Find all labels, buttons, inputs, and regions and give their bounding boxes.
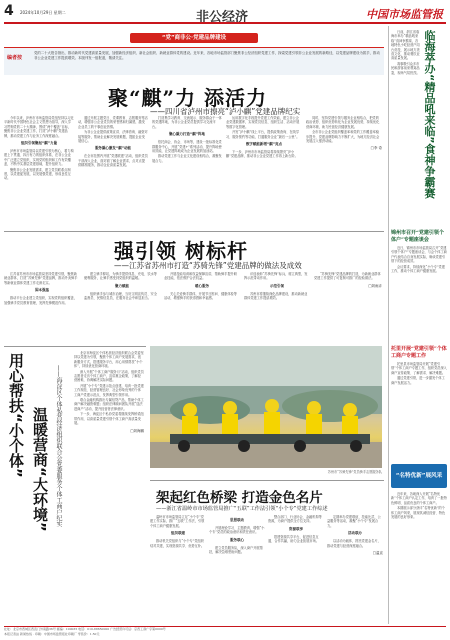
article-1-col-5 — [306, 116, 382, 228]
text-block: 打造集学习教育、交流展示、服务群众于一体的党建阵地，为非公企业党员提供学习交流平台。 — [152, 116, 222, 129]
article-2-col-2 — [84, 272, 160, 344]
article-4-col-2 — [209, 515, 265, 623]
article-4-subtitle: ——浙江省温岭市市场监管局推广“五联”工作法引领“小个专”党建工作综述 — [156, 506, 328, 512]
text-block: 为非公企业提供政策宣讲、法律咨询、融资对接等服务，帮助企业解决发展难题，提振企业发展信心。 — [78, 130, 148, 144]
article-3-byline: □刘海鹏 — [130, 428, 144, 433]
footer-line-2: 本报记者站 新闻热线 · 印刷：中国市场监管报社印刷厂 零售价：1.50元 — [4, 632, 100, 636]
text-block: 关心关爱骑手群体，开展节日慰问、健康体检等活动，增强骑手的获得感和幸福感。 — [164, 291, 237, 301]
sub-heading: 思想联动 — [230, 518, 244, 522]
text-block: 江苏省苏州市市场监管局坚持党建引领，聚焦新就业群体，打造“苏骑先锋”党建品牌，推动外卖骑手等新就业群体党建工作走深走实。 — [4, 272, 78, 285]
section-title: 非公经济 — [196, 10, 249, 25]
feature-banner — [4, 33, 384, 77]
article-4-col-4 — [327, 515, 383, 623]
article-2-byline: □刘雨卉 — [368, 283, 382, 288]
article-4-byline: □温宣 — [372, 551, 383, 556]
header-rule — [4, 22, 446, 24]
text-block: 全市非公企业党组织覆盖率和党的工作覆盖率稳步提升，党建品牌影响力不断扩大，为地方经济社会发展注入强劲动能。 — [306, 130, 380, 144]
text-block: 定期举办党建联谊、技能比武、公益服务等活动，凝聚“小个专”发展合力。 — [327, 515, 381, 528]
article-1-title: 聚“麒”力 添活力 — [108, 86, 267, 110]
text-block: 会议要求，持续深化“小个专”党建工作，推动个体工商户健康发展。 — [391, 264, 445, 274]
photo-caption: 苏州市“苏骑先锋”党员骑手志愿服务队 — [327, 470, 382, 474]
text-block: 建立骑手驿站，为骑手提供休息、充电、饮水等便利服务，让骑手感受到党组织的温暖。 — [84, 272, 157, 281]
text-block: 温岭市市场监管局立足“小个专”党建工作实际，推广“五联”工作法，引领个体工商户健康发展。 — [150, 515, 205, 528]
right-promo-title: “名特优新”展风采 — [395, 473, 443, 479]
text-block: 组织骑手参与城市治理，当好文明宣传员、安全监督员、民情信息员，在服务社会中彰显担当。 — [84, 291, 157, 301]
article-3-title-left: 用心帮扶“小个体” — [7, 353, 25, 478]
text-block: 泸州市市场监管局以党建引领为核心，着力构建上下贯通、执行有力的组织体系，在非公企业中广泛建立党组织，实现党的组织和工作有效覆盖，不断夯实基层党建基础，提升组织力。 — [4, 149, 74, 167]
text-block: 以活动为载体，擦亮党建金名片，推动党建与经营深度融合。 — [327, 539, 381, 548]
article-2-col-4 — [244, 272, 310, 344]
text-block: 北京市海淀区个体私营经济组织联合会党委坚持以党建为引领，聚焦个体工商户发展需求，创新服务方式，搭建服务平台，用心用情帮扶“小个体”，持续优化营商环境。 — [74, 351, 144, 369]
sub-heading: 组织引领聚起“麒”力量 — [20, 141, 58, 146]
sub-heading: 资源联享 — [289, 526, 303, 531]
right-small-head-1: 锦州市召开“党建引领个体户”专题座谈会 — [391, 230, 444, 243]
article-1-col-1 — [4, 116, 74, 228]
right-column — [388, 26, 448, 624]
right-vertical-headline: 临海萃办“精品吼来临”食神争霸赛 — [423, 30, 436, 199]
editor-intro: 党的二十大报告指出，推动新时代党建高质量发展，加强新经济组织、新社会组织、新就业群体党的建设。近年来，各地市场监管部门聚焦非公经济组织党建工作，探索党建引领非公企业发展的新路径，以党建品牌建设为抓手，推动非公企业党建工作提质增效。本版刊发一组报道，敬请关注。 — [34, 51, 380, 60]
banner-title: “党”商非公·党建品牌建设 — [161, 35, 227, 41]
sub-heading: 聚心凝力打造“麒”阵地 — [168, 132, 206, 137]
riders-scene — [150, 346, 382, 468]
text-block: 近日，锦州市市场监管局召开“党建引领个体户”专题座谈会，与会个体工商户代表结合自身发展实际，畅谈党建引领下的经营成效。 — [391, 246, 447, 264]
article-1 — [4, 80, 384, 230]
article-3 — [4, 346, 146, 624]
text-block: 日前，浙江省临海市举办“精品吼来临”食神争霸赛，各地特色小吃经营户同台竞技，展示地方美食文化，推动餐饮业高质量发展。 — [391, 30, 420, 61]
right-col-text-2 — [391, 246, 447, 342]
text-block: 苏州市将继续深化品牌建设，推动新就业群体党建工作提质增效。 — [244, 291, 308, 301]
article-3-subtitle: ——海淀区个体私营经济组织联合会党委服务个体工商户纪实 — [55, 365, 62, 527]
article-4-title: 架起红色桥梁 打造金色名片 — [156, 490, 323, 506]
text-block: 联合金融机构推出专属信贷产品，帮助个体工商户解决融资难题；组织法律顾问团队开展“送法进商户”活动，提升经营者法律意识。 — [74, 398, 144, 411]
article-1-col-4 — [226, 116, 302, 228]
text-block: 在全市范围内开展“党建联建”活动，组织党员干部深入企业，面对面了解企业需求，点对点提供精准服务，推动企业高质量发展。 — [78, 154, 148, 168]
article-2-col-3 — [164, 272, 240, 344]
right-col-text-4 — [391, 492, 447, 620]
right-col-text-3 — [391, 362, 447, 458]
sub-heading: 固本强基 — [35, 288, 49, 293]
editor-label: 编者按 — [7, 55, 23, 61]
text-block: 依托商会、协会、市场等，建设一批标准化党群服务中心，开展“党建+”系列活动，提升阵地使用效能，让党建阵地成为企业发展的加油站。 — [152, 140, 222, 154]
text-block: 聚焦非公企业发展需求，建立党员联系点制度，以党建促发展，以发展强党建，形成良性互动。 — [4, 167, 71, 181]
text-block: 整合部门、行业协会、金融机构等资源，为商户提供全方位支持。 — [268, 515, 322, 524]
text-block: 下一步，泸州市市场监管局将持续擦亮“泸小麒”党建品牌，推动非公企业党建工作再上新台阶。 — [226, 150, 298, 159]
text-block: 赛事吸引众多市民和游客前来观赛品鉴，现场气氛热烈。 — [391, 61, 420, 75]
right-col-text-1 — [391, 30, 421, 196]
page-header — [0, 0, 450, 26]
text-block: “苏骑先锋”党建品牌的打造，为新就业群体党建工作提供了可复制可推广的经验做法。 — [314, 272, 381, 281]
text-block: 建立党员服务队，深入商户开展帮扶，解决急难愁盼问题。 — [209, 545, 263, 555]
text-block: 托里县市场监管局开展“党建引领”个体工商户专题工作，组织党员深入商户宣传政策、了解需求、解决难题。 — [391, 362, 447, 375]
text-block: 推动平台企业建立党组织，实现党的组织覆盖，加强骑手党员教育管理，发挥先锋模范作用。 — [4, 296, 77, 305]
section-divider — [4, 231, 384, 232]
riders-photo — [150, 346, 382, 468]
article-4-col-1 — [150, 515, 206, 623]
sub-heading: 暖心服务 — [195, 283, 209, 288]
article-1-col-2 — [78, 116, 148, 228]
sub-heading: 聚力赋能 — [115, 283, 129, 288]
article-2-title: 强引领 树标杆 — [114, 239, 248, 263]
text-block: 近年来，各地深入开展“名特优新”个体工商户认定工作，培育了一批特色鲜明、品质优良的个体工商户。 — [391, 492, 447, 505]
right-promo-box — [391, 464, 447, 488]
article-1-col-3 — [152, 116, 222, 228]
text-block: 开展“小个专”党建示范点创建，培育一批党建工作规范、经营管理良好、社会形象优秀的个体工商户党建示范点，发挥典型引领作用。 — [74, 383, 144, 397]
article-4-col-3 — [268, 515, 324, 623]
article-2-subtitle: ——江苏省苏州市打造“苏骑先锋”党建品牌的做法及成效 — [114, 261, 302, 270]
footer-line-1: 社址：北京市西城区西直门外南路36号 邮编：100035 电话：010-88650000 广告经营许可证：京西工商广字第0000号 — [4, 627, 166, 631]
text-block: 本期展示部分获评“名特优新”的个体工商户风采，展现其诚信经营、特色发展的良好形象。 — [391, 506, 446, 520]
right-small-head-2: 托里开展“党建引领”个体工商户专题工作 — [391, 346, 447, 359]
article-1-subtitle: ——四川省泸州市擦亮“泸小麒”党建品牌纪实 — [150, 107, 301, 116]
page-footer — [4, 626, 446, 639]
sub-heading: 服务凝心激发“麒”动能 — [94, 146, 132, 151]
text-block: 评选表彰“苏骑先锋”标兵，树立典型，发挥示范带动作用。 — [244, 272, 308, 281]
text-block: 下一步，海淀区个私协党委将继续发挥桥梁纽带作用，以高质量党建引领个体工商户高质量发展。 — [74, 412, 144, 426]
text-block: 推动党建工作与企业文化建设相结合，凝聚发展合力。 — [152, 154, 222, 163]
masthead-logo: 中国市场监管报 — [366, 8, 443, 21]
sub-heading: 示范引领 — [270, 283, 284, 288]
sub-heading: 数字赋能新增“麒”亮点 — [245, 142, 283, 147]
article-2-col-5 — [314, 272, 382, 344]
text-block: 今年以来，泸州市市场监管局党组坚持以习近平新时代中国特色社会主义思想为指导，深入学习贯彻党的二十大精神，围绕“两个覆盖”目标，聚焦非公企业党建工作，打造“泸小麒”党建品牌，推动党建工作与业务工作深度融合。 — [4, 116, 74, 138]
text-block: 通过党建引领，进一步激发个体工商户发展活力。 — [391, 376, 445, 385]
text-block: 开发“泸小麒”线上平台，提供政策查询、在线学习、服务预约等功能，打通服务企业“最后一公里”。 — [226, 130, 300, 139]
page-number: 4 — [4, 3, 14, 19]
editor-note — [4, 47, 384, 75]
text-block: 开展理论学习、主题教育，增强“小个专”党员的政治意识和责任意识。 — [209, 526, 265, 535]
text-block: 搭建资源共享平台，促进信息互通、合作共赢，助力企业拓展市场。 — [268, 534, 319, 544]
article-3-col-1 — [74, 351, 144, 621]
article-3-title-right: 温暖营商“大环境” — [31, 407, 49, 532]
article-4 — [150, 480, 384, 624]
date-line: 2024年10月29日 星期二 — [20, 10, 66, 15]
banner-title-box — [130, 33, 258, 43]
text-block: 运用数字化手段提升党建工作效能，建立非公企业党建数据库，实现党员信息、组织生活、活动开展等数字化管理。 — [226, 116, 300, 129]
sub-heading: 组织联建 — [171, 531, 185, 536]
text-block: 深入开展“个体工商户服务月”活动，组织党员志愿者走访个体工商户，宣讲惠企政策，了解经营困难，协调解决实际问题。 — [74, 369, 144, 383]
text-block: 同时，坚持党建引领与服务企业相结合，把党的政治优势、组织优势转化为企业发展优势，持续优化营商环境，助力民营经济健康发展。 — [306, 116, 380, 129]
sub-heading: 活动联办 — [348, 531, 362, 536]
text-block: 开展技能培训和权益保障宣讲，帮助骑手提升职业技能，依法维护合法权益。 — [164, 272, 237, 281]
text-block: 推动机关党组织与“小个专”党组织结对共建，实现资源共享、优势互补。 — [150, 539, 205, 548]
text-block: 通过开展主题党日、党课教育、志愿服务等活动，增强非公企业党员的荣誉感和归属感，激发企业员工的干事创业热情。 — [78, 116, 148, 129]
article-1-byline: □李 奇 — [370, 146, 382, 151]
sub-heading: 服务联心 — [230, 537, 244, 542]
article-2-col-1 — [4, 272, 80, 344]
